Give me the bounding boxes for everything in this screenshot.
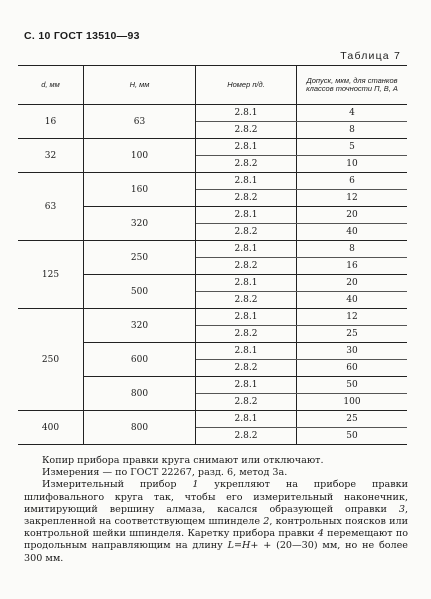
- table-row: [18, 411, 407, 428]
- cell-tolerance: 5: [297, 139, 408, 156]
- cell-tolerance: 6: [297, 173, 408, 190]
- cell-item-number: 2.8.1: [196, 343, 297, 360]
- cell-item-number: 2.8.1: [196, 411, 297, 428]
- cell-h: 800: [84, 377, 196, 411]
- cell-tolerance: 8: [297, 241, 408, 258]
- note-text: укрепляют на приборе правки шлифовального круга так, чтобы его измерительный наконечник, имитирующий вершину алмаза, касался образующей оправки: [24, 479, 408, 515]
- cell-tolerance: 12: [297, 309, 408, 326]
- cell-d: 63: [18, 173, 84, 241]
- cell-h: 320: [84, 207, 196, 241]
- ref-number: 2: [263, 516, 270, 528]
- cell-item-number: 2.8.2: [196, 428, 297, 445]
- cell-tolerance: 25: [297, 411, 408, 428]
- table-title: Таблица 7: [340, 50, 401, 62]
- cell-tolerance: 50: [297, 428, 408, 445]
- cell-item-number: 2.8.2: [196, 258, 297, 275]
- cell-tolerance: 100: [297, 394, 408, 411]
- table-row: [18, 105, 407, 122]
- cell-tolerance: 4: [297, 105, 408, 122]
- cell-item-number: 2.8.2: [196, 394, 297, 411]
- column-header-item-number: Номер п/д.: [196, 66, 297, 105]
- cell-item-number: 2.8.1: [196, 309, 297, 326]
- cell-item-number: 2.8.2: [196, 156, 297, 173]
- cell-h: 320: [84, 309, 196, 343]
- cell-d: 32: [18, 139, 84, 173]
- cell-tolerance: 30: [297, 343, 408, 360]
- table-row: [18, 241, 407, 258]
- ref-number: 1: [192, 479, 199, 491]
- cell-item-number: 2.8.2: [196, 224, 297, 241]
- note-text: перемещают по продольным направляющим на длину: [24, 528, 408, 552]
- cell-d: 16: [18, 105, 84, 139]
- cell-tolerance: 40: [297, 292, 408, 309]
- cell-tolerance: 10: [297, 156, 408, 173]
- cell-item-number: 2.8.2: [196, 292, 297, 309]
- cell-h: 160: [84, 173, 196, 207]
- cell-tolerance: 20: [297, 275, 408, 292]
- cell-item-number: 2.8.2: [196, 190, 297, 207]
- table-row: [18, 173, 407, 190]
- cell-tolerance: 8: [297, 122, 408, 139]
- notes-section: [24, 455, 408, 565]
- cell-item-number: 2.8.2: [196, 360, 297, 377]
- cell-item-number: 2.8.1: [196, 275, 297, 292]
- cell-item-number: 2.8.1: [196, 173, 297, 190]
- cell-tolerance: 60: [297, 360, 408, 377]
- cell-item-number: 2.8.1: [196, 139, 297, 156]
- ref-number: 3: [398, 503, 405, 515]
- note-text: , контрольных поясков или контрольной шейки шпинделя. Каретку прибора правки: [24, 516, 409, 540]
- cell-tolerance: 50: [297, 377, 408, 394]
- note-text: Измерительный прибор: [42, 479, 193, 491]
- note-text: , закрепленной на соответствующем шпинделе: [24, 503, 408, 528]
- cell-tolerance: 20: [297, 207, 408, 224]
- table-body: [18, 105, 407, 445]
- note-paragraph-3: [24, 479, 408, 564]
- ref-number: 4: [317, 528, 324, 540]
- table-header-row: [18, 66, 407, 105]
- cell-tolerance: 40: [297, 224, 408, 241]
- cell-item-number: 2.8.1: [196, 241, 297, 258]
- cell-d: 125: [18, 241, 84, 309]
- cell-tolerance: 16: [297, 258, 408, 275]
- cell-item-number: 2.8.1: [196, 207, 297, 224]
- table-row: [18, 309, 407, 326]
- page-header: С. 10 ГОСТ 13510—93: [24, 30, 140, 42]
- cell-item-number: 2.8.2: [196, 122, 297, 139]
- cell-item-number: 2.8.2: [196, 326, 297, 343]
- formula: L=H+: [227, 540, 259, 552]
- note-paragraph-1: Копир прибора правки круга снимают или отключают.: [42, 455, 324, 466]
- cell-item-number: 2.8.1: [196, 377, 297, 394]
- cell-item-number: 2.8.1: [196, 105, 297, 122]
- cell-h: 63: [84, 105, 196, 139]
- cell-h: 500: [84, 275, 196, 309]
- cell-tolerance: 25: [297, 326, 408, 343]
- note-paragraph-2: Измерения — по ГОСТ 22267, разд. 6, метод 3а.: [42, 467, 288, 479]
- column-header-h: Н, мм: [84, 66, 196, 105]
- cell-h: 250: [84, 241, 196, 275]
- cell-tolerance: 12: [297, 190, 408, 207]
- note-text: + (20—30) мм, но не более 300 мм.: [24, 540, 408, 564]
- column-header-d: d, мм: [18, 66, 84, 105]
- cell-h: 100: [84, 139, 196, 173]
- tolerance-table: [18, 65, 407, 445]
- column-header-tolerance: Допуск, мкм, для станков классов точности П, В, А: [297, 66, 408, 105]
- cell-h: 600: [84, 343, 196, 377]
- cell-h: 800: [84, 411, 196, 445]
- cell-d: 400: [18, 411, 84, 445]
- table-row: [18, 139, 407, 156]
- cell-d: 250: [18, 309, 84, 411]
